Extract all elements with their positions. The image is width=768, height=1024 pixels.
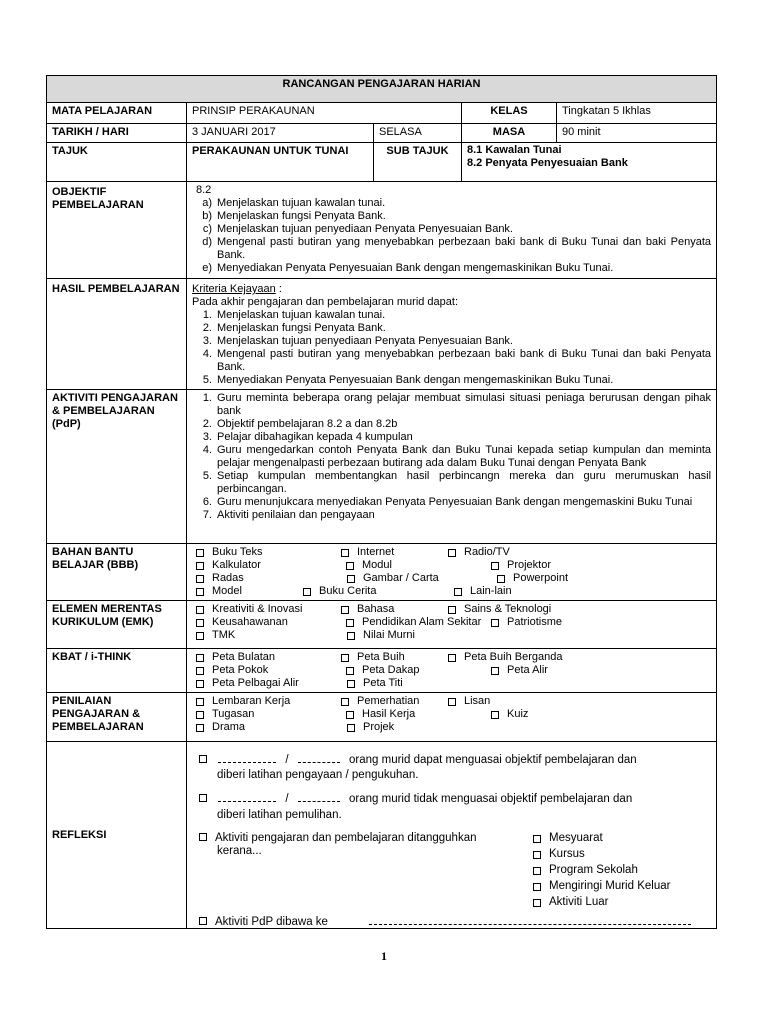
checkbox-icon[interactable] [347,575,355,583]
aktiviti-list [192,392,711,522]
checkbox-icon[interactable] [199,917,207,925]
checkbox-icon[interactable] [533,899,541,907]
list-item [192,223,711,236]
kbat-option[interactable] [192,677,343,690]
checkbox-icon[interactable] [199,794,207,802]
checkbox-icon[interactable] [341,654,349,662]
kbat-option-label: Peta Pelbagai Alir [212,677,299,689]
kriteria-kejayaan: Kriteria Kejayaan [192,283,276,295]
tarikh-value: 3 JANUARI 2017 [187,124,374,143]
bbb-option-label: Model [212,585,242,597]
checkbox-icon[interactable] [448,606,456,614]
objektif-heading: 8.2 [196,184,212,196]
blank-field[interactable] [298,791,340,802]
masa-label: MASA [462,124,557,143]
hasil-intro: Pada akhir pengajaran dan pembelajaran murid dapat: [192,296,459,308]
kbat-option[interactable] [487,664,594,677]
checkbox-icon[interactable] [497,575,505,583]
penilaian-option-label: Lisan [464,695,491,707]
bbb-option-label: Buku Cerita [319,585,377,597]
slash-text: / [285,754,289,766]
blank-field[interactable] [218,791,276,802]
list-item [192,444,711,470]
emk-option-label: Keusahawanan [212,616,288,628]
refleksi-line-2 [195,791,632,806]
bbb-option[interactable] [337,546,444,559]
checkbox-icon[interactable] [196,588,204,596]
emk-option-label: Bahasa [357,603,395,615]
kbat-option-label: Peta Pokok [212,664,269,676]
checkbox-icon[interactable] [303,588,311,596]
bbb-option-label: Radas [212,572,244,584]
checkbox-icon[interactable] [533,883,541,891]
list-item-number: b) [202,210,212,222]
bbb-option-label: Lain-lain [470,585,512,597]
reason-label: Mengiringi Murid Keluar [549,880,671,892]
checkbox-icon[interactable] [454,588,462,596]
bbb-option[interactable] [299,585,450,598]
hasil-content [187,279,717,390]
list-item [192,197,711,210]
checkbox-icon[interactable] [346,619,354,627]
bbb-option[interactable] [192,546,337,559]
list-item-text: Pelajar dibahagikan kepada 4 kumpulan [217,431,413,443]
checkbox-icon[interactable] [199,755,207,763]
bbb-option-label: Gambar / Carta [363,572,439,584]
list-item-text: Menjelaskan fungsi Penyata Bank. [217,322,386,334]
kbat-checklist [192,651,711,690]
list-item-text: Menjelaskan fungsi Penyata Bank. [217,210,386,222]
kbat-option-label: Peta Alir [507,664,548,676]
emk-option[interactable] [342,616,487,629]
list-item-text: Setiap kumpulan membentangkan hasil perbincangn mereka dan guru merumuskan hasil perbincangan. [217,470,712,495]
emk-option[interactable] [487,616,594,629]
tarikh-label: TARIKH / HARI [47,124,187,143]
list-item-number: 5. [202,374,212,386]
penilaian-option-label: Tugasan [212,708,255,720]
bbb-option[interactable] [444,546,595,559]
checkbox-icon[interactable] [448,698,456,706]
page-number: 1 [381,949,387,963]
checkbox-icon[interactable] [347,680,355,688]
list-item-number: c) [202,223,212,235]
penilaian-option-label: Lembaran Kerja [212,695,291,707]
kbat-label: KBAT / i-THINK [47,649,187,693]
list-item-number: 6. [202,496,212,508]
hasil-list [192,309,711,387]
refleksi-text-3a: Aktiviti pengajaran dan pembelajaran ditangguhkan [215,832,477,844]
checkbox-icon[interactable] [346,667,354,675]
emk-label: ELEMEN MERENTAS KURIKULUM (EMK) [47,601,187,649]
list-item-text: Menjelaskan tujuan kawalan tunai. [217,309,386,321]
penilaian-option[interactable] [337,695,444,708]
list-item [192,496,711,509]
list-item [192,374,711,387]
kelas-value: Tingkatan 5 Ikhlas [557,103,717,124]
emk-option[interactable] [192,603,337,616]
reason-option[interactable] [529,830,670,846]
penilaian-label: PENILAIAN PENGAJARAN & PEMBELAJARAN [47,693,187,742]
penilaian-option-label: Kuiz [507,708,529,720]
list-item [192,309,711,322]
penilaian-option[interactable] [444,695,595,708]
blank-field[interactable] [218,752,276,763]
page-title: RANCANGAN PENGAJARAN HARIAN [47,76,717,103]
list-item [192,236,711,262]
penilaian-option[interactable] [343,721,493,734]
sub-tajuk-label: SUB TAJUK [374,143,462,182]
checkbox-icon[interactable] [346,562,354,570]
blank-field[interactable] [369,914,691,925]
refleksi-text-1a: orang murid dapat menguasai objektif pembelajaran dan [349,754,637,766]
sub-tajuk-2: 8.2 Penyata Penyesuaian Bank [467,157,628,169]
list-item-number: 3. [202,431,212,443]
bbb-content [187,544,717,601]
list-item [192,262,711,275]
emk-option[interactable] [192,616,342,629]
kbat-option-label: Peta Titi [363,677,403,689]
list-item-number: d) [202,236,212,248]
kbat-option[interactable] [337,651,444,664]
checkbox-icon[interactable] [199,833,207,841]
list-item-number: e) [202,262,212,274]
reason-label: Program Sekolah [549,864,638,876]
checkbox-icon[interactable] [341,698,349,706]
emk-option[interactable] [343,629,493,642]
checkbox-icon[interactable] [196,549,204,557]
list-item-number: 1. [202,392,212,404]
bbb-option[interactable] [450,585,600,598]
checkbox-icon[interactable] [533,835,541,843]
aktiviti-content [187,390,717,544]
bbb-option[interactable] [192,585,299,598]
refleksi-text-4: Aktiviti PdP dibawa ke [215,916,328,928]
penilaian-option[interactable] [192,708,342,721]
penilaian-option[interactable] [192,695,337,708]
list-item [192,470,711,496]
list-item-text: Menyediakan Penyata Penyesuaian Bank dengan mengemaskinikan Buku Tunai. [217,262,614,274]
refleksi-content [187,742,717,929]
checkbox-icon[interactable] [533,851,541,859]
masa-value: 90 minit [557,124,717,143]
objektif-label: OBJEKTIF PEMBELAJARAN [47,182,187,279]
list-item-number: a) [202,197,212,209]
checkbox-icon[interactable] [346,711,354,719]
bbb-option[interactable] [192,559,342,572]
list-item-text: Guru menunjukcara menyediakan Penyata Penyesuaian Bank dengan mengemaskini Buku Tunai [217,496,693,508]
list-item-text: Menyediakan Penyata Penyesuaian Bank dengan mengemaskinikan Buku Tunai. [217,374,614,386]
checkbox-icon[interactable] [196,619,204,627]
checkbox-icon[interactable] [448,654,456,662]
checkbox-icon[interactable] [347,724,355,732]
list-item-number: 2. [202,418,212,430]
checkbox-icon[interactable] [196,680,204,688]
kbat-option[interactable] [192,651,337,664]
refleksi-line-4 [195,914,691,929]
list-item-text: Guru meminta beberapa orang pelajar membuat simulasi situasi peniaga berurusan dengan pihak bank [217,392,712,417]
checkbox-icon[interactable] [196,575,204,583]
emk-option[interactable] [192,629,343,642]
list-item-text: Guru mengedarkan contoh Penyata Bank dan Buku Tunai kepada setiap kumpulan dan meminta pelajar mengenalpasti perbezaan butirang ada dalam Buku Tunai dengan Penyata Bank [217,444,712,469]
emk-option-label: TMK [212,629,236,641]
penilaian-option-label: Pemerhatian [357,695,420,707]
reason-label: Kursus [549,848,585,860]
penilaian-option[interactable] [192,721,343,734]
penilaian-option[interactable] [342,708,487,721]
list-item-number: 7. [202,509,212,521]
list-item [192,418,711,431]
mata-pelajaran-value: PRINSIP PERAKAUNAN [187,103,462,124]
bbb-option-label: Modul [362,559,392,571]
refleksi-text-3b: kerana... [217,845,262,857]
objektif-list [192,197,711,275]
checkbox-icon[interactable] [196,724,204,732]
refleksi-text-2a: orang murid tidak menguasai objektif pembelajaran dan [349,793,633,805]
bbb-option[interactable] [343,572,493,585]
reasons-list [529,830,670,910]
list-item [192,335,711,348]
reason-option[interactable] [529,862,670,878]
list-item [192,431,711,444]
list-item-text: Objektif pembelajaran 8.2 a dan 8.2b [217,418,398,430]
list-item-number: 3. [202,335,212,347]
emk-option-label: Nilai Murni [363,629,415,641]
hasil-label: HASIL PEMBELAJARAN [47,279,187,390]
objektif-content [187,182,717,279]
penilaian-option-label: Hasil Kerja [362,708,416,720]
rph-table [46,75,717,929]
emk-option-label: Kreativiti & Inovasi [212,603,303,615]
checkbox-icon[interactable] [196,667,204,675]
emk-content [187,601,717,649]
penilaian-option[interactable] [487,708,594,721]
checkbox-icon[interactable] [347,632,355,640]
reason-label: Aktiviti Luar [549,896,609,908]
bbb-option-label: Buku Teks [212,546,263,558]
emk-option-label: Pendidikan Alam Sekitar [362,616,482,628]
emk-option-label: Patriotisme [507,616,563,628]
bbb-option[interactable] [493,572,638,585]
list-item-number: 5. [202,470,212,482]
list-item-text: Mengenal pasti butiran yang menyebabkan perbezaan baki bank di Buku Tunai dan baki Penyata Bank. [217,236,712,261]
bbb-option-label: Internet [357,546,395,558]
list-item-text: Aktiviti penilaian dan pengayaan [217,509,375,521]
bbb-option-label: Powerpoint [513,572,569,584]
list-item-text: Menjelaskan tujuan kawalan tunai. [217,197,386,209]
emk-checklist [192,603,711,642]
list-item [192,348,711,374]
kelas-label: KELAS [462,103,557,124]
kbat-option-label: Peta Buih Berganda [464,651,563,663]
aktiviti-label: AKTIVITI PENGAJARAN & PEMBELAJARAN (PdP) [47,390,187,544]
refleksi-line-1 [195,752,637,767]
checkbox-icon[interactable] [196,654,204,662]
refleksi-line-3 [195,830,477,845]
list-item-text: Menjelaskan tujuan penyediaan Penyata Penyesuaian Bank. [217,335,513,347]
bbb-option-label: Kalkulator [212,559,261,571]
emk-option[interactable] [337,603,444,616]
blank-field[interactable] [298,752,340,763]
list-item [192,210,711,223]
list-item-text: Menjelaskan tujuan penyediaan Penyata Penyesuaian Bank. [217,223,513,235]
penilaian-content [187,693,717,742]
sub-tajuk-1: 8.1 Kawalan Tunai [467,144,562,156]
checkbox-icon[interactable] [491,619,499,627]
kbat-option-label: Peta Buih [357,651,405,663]
list-item-number: 1. [202,309,212,321]
emk-option-label: Sains & Teknologi [464,603,552,615]
checkbox-icon[interactable] [341,549,349,557]
mata-pelajaran-label: MATA PELAJARAN [47,103,187,124]
kbat-option-label: Peta Dakap [362,664,420,676]
penilaian-checklist [192,695,711,734]
bbb-option-label: Radio/TV [464,546,510,558]
checkbox-icon[interactable] [491,562,499,570]
list-item-text: Mengenal pasti butiran yang menyebabkan perbezaan baki bank di Buku Tunai dan baki Penyata Bank. [217,348,712,373]
slash-text: / [285,793,289,805]
refleksi-text-1b: diberi latihan pengayaan / pengukuhan. [217,769,419,781]
bbb-label: BAHAN BANTU BELAJAR (BBB) [47,544,187,601]
kbat-option[interactable] [342,664,487,677]
list-item-number: 4. [202,348,212,360]
kbat-option[interactable] [444,651,595,664]
reason-option[interactable] [529,894,670,910]
bbb-option[interactable] [487,559,594,572]
kbat-option[interactable] [192,664,342,677]
bbb-checklist [192,546,711,598]
list-item [192,392,711,418]
kbat-content [187,649,717,693]
kriteria-colon: : [275,283,282,295]
kbat-option[interactable] [343,677,493,690]
checkbox-icon[interactable] [196,698,204,706]
tajuk-label: TAJUK [47,143,187,182]
refleksi-label: REFLEKSI [47,742,187,929]
kbat-option-label: Peta Bulatan [212,651,275,663]
reason-label: Mesyuarat [549,832,603,844]
reason-option[interactable] [529,846,670,862]
penilaian-option-label: Projek [363,721,395,733]
hari-value: SELASA [374,124,462,143]
checkbox-icon[interactable] [341,606,349,614]
checkbox-icon[interactable] [448,549,456,557]
list-item-number: 2. [202,322,212,334]
reason-option[interactable] [529,878,670,894]
checkbox-icon[interactable] [491,667,499,675]
checkbox-icon[interactable] [196,711,204,719]
checkbox-icon[interactable] [196,562,204,570]
checkbox-icon[interactable] [491,711,499,719]
list-item [192,509,711,522]
checkbox-icon[interactable] [196,632,204,640]
bbb-option-label: Projektor [507,559,552,571]
checkbox-icon[interactable] [533,867,541,875]
sub-tajuk-value [462,143,717,182]
penilaian-option-label: Drama [212,721,246,733]
list-item-number: 4. [202,444,212,456]
tajuk-value: PERAKAUNAN UNTUK TUNAI [187,143,374,182]
checkbox-icon[interactable] [196,606,204,614]
list-item [192,322,711,335]
emk-option[interactable] [444,603,595,616]
bbb-option[interactable] [342,559,487,572]
refleksi-text-2b: diberi latihan pemulihan. [217,809,342,821]
bbb-option[interactable] [192,572,343,585]
